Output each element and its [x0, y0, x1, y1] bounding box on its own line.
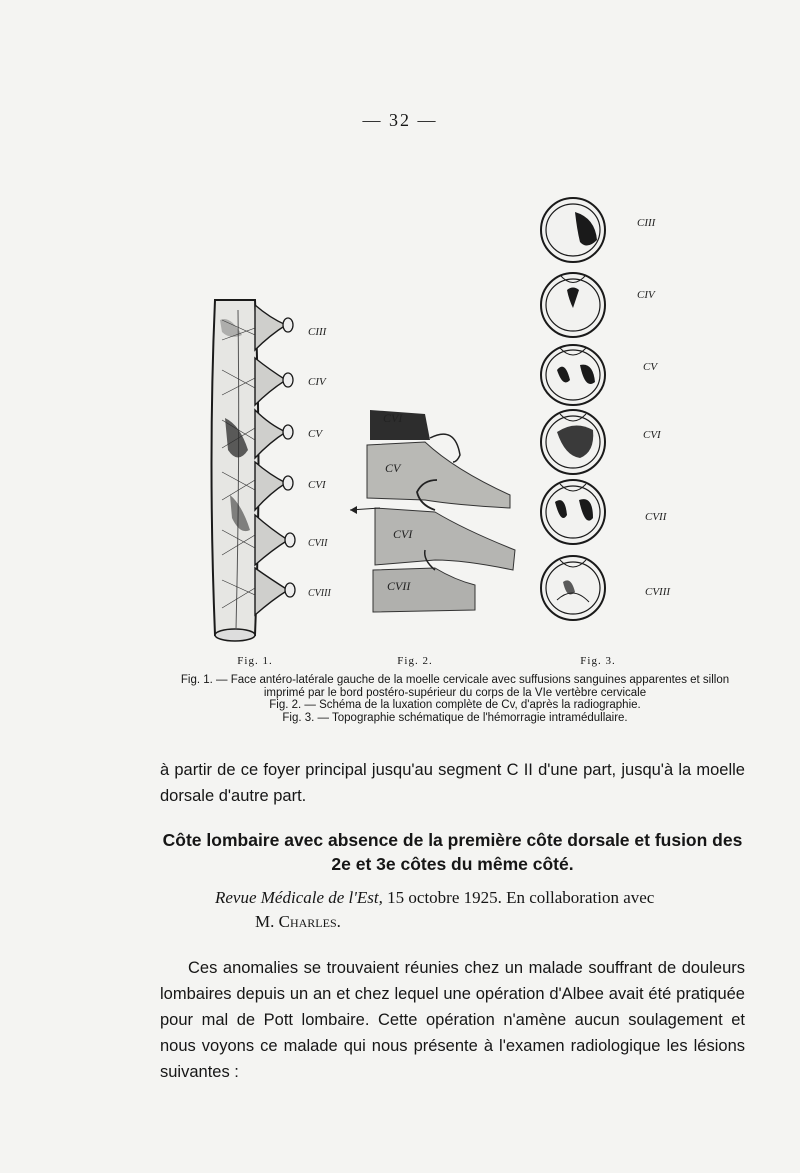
caption-fig3-label: Fig. 3. —	[282, 711, 330, 724]
fig1-label: Fig. 1.	[237, 655, 273, 667]
caption-fig1	[165, 674, 745, 699]
caption-fig1-label: Fig. 1. —	[180, 674, 228, 686]
reference-details: 15 octobre 1925. En collaboration avec	[387, 888, 655, 907]
reference-author: M. Charles.	[255, 912, 341, 931]
fig1-segment-label: CVII	[308, 538, 328, 549]
fig2-vertebra-label: CVI	[393, 527, 413, 541]
caption-fig3-text: Topographie schématique de l'hémorragie intramédullaire.	[332, 711, 628, 724]
page-number: — 32 —	[362, 110, 438, 130]
paragraph-continuation: à partir de ce foyer principal jusqu'au segment C II d'une part, jusqu'à la moelle dorsale d'autre part.	[160, 761, 745, 805]
caption-fig2-text: Schéma de la luxation complète de Cv, d'après la radiographie.	[319, 699, 641, 711]
figure-2-luxation-schema	[345, 400, 520, 625]
section-body-paragraph: Ces anomalies se trouvaient réunies chez un malade souffrant de douleurs lombaires depuis un an et chez lequel une opération d'Albee avait été pratiquée pour mal de Pott lombaire. Cette opération n'amène aucun soulagement et nous voyons ce malade qui nous présente à l'examen radiologique les lésions suivantes :	[160, 959, 745, 1081]
fig2-vertebra-label: CVII	[387, 579, 411, 593]
caption-fig2	[165, 699, 745, 712]
fig3-section-label: CV	[643, 361, 658, 373]
figure-caption	[165, 674, 745, 724]
fig1-segment-label: CIV	[308, 376, 326, 388]
fig3-section-label: CIII	[637, 217, 656, 229]
fig3-label: Fig. 3.	[580, 655, 616, 667]
fig3-section-label: CVII	[645, 511, 667, 523]
fig1-segment-label: CIII	[308, 326, 327, 338]
reference-journal: Revue Médicale de l'Est,	[215, 888, 383, 907]
fig1-segment-label: CV	[308, 428, 323, 440]
caption-fig1-text: Face antéro-latérale gauche de la moelle cervicale avec suffusions sanguines apparentes et sillon imprimé par le bord postéro-supérieur du corps de la VIe vertèbre cervicale	[230, 674, 730, 699]
fig1-segment-label: CVI	[308, 479, 326, 491]
fig3-section-label: CVI	[643, 429, 661, 441]
fig2-label: Fig. 2.	[397, 655, 433, 667]
fig2-vertebra-label: CV	[385, 461, 401, 475]
fig2-vertebra-label: CVI	[383, 411, 403, 425]
figure-3-cross-sections	[535, 190, 705, 635]
section-reference	[215, 886, 745, 934]
caption-fig3	[165, 712, 745, 725]
caption-fig2-label: Fig. 2. —	[269, 699, 316, 711]
fig1-segment-label: CVIII	[308, 588, 331, 599]
figure-1-spinal-cord	[200, 290, 360, 650]
fig3-section-label: CIV	[637, 289, 655, 301]
fig3-section-label: CVIII	[645, 586, 671, 598]
section-heading: Côte lombaire avec absence de la première côte dorsale et fusion des 2e et 3e côtes du même côté.	[162, 830, 743, 874]
